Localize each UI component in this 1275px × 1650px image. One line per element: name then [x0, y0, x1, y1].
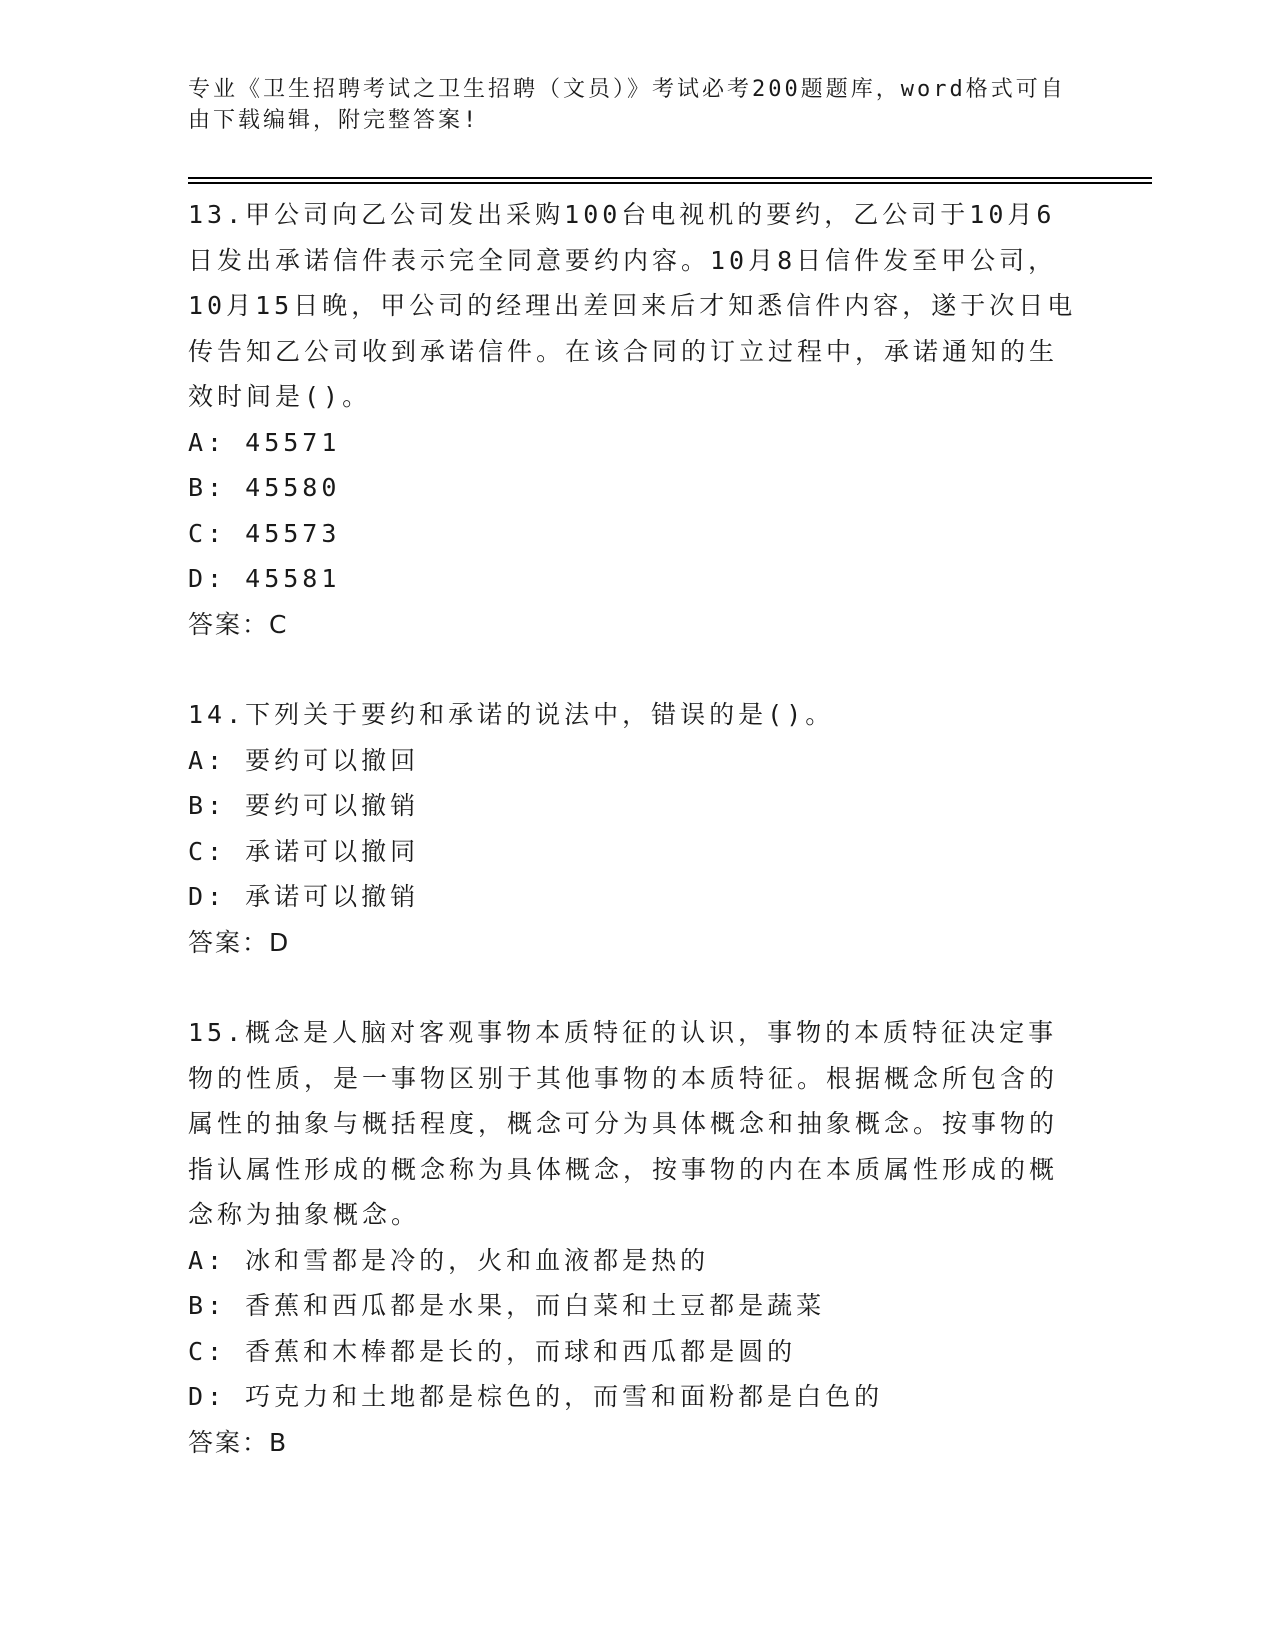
answer-line: 答案：B — [188, 1427, 289, 1457]
option-c: C: 香蕉和木棒都是长的，而球和西瓜都是圆的 — [188, 1336, 797, 1366]
option-b: B: 要约可以撤销 — [188, 791, 420, 820]
option-a: A: 要约可以撤回 — [188, 745, 420, 775]
header-divider-bottom — [188, 182, 1152, 184]
option-a: A: 冰和雪都是冷的，火和血液都是热的 — [188, 1245, 710, 1275]
question-stem: 15.概念是人脑对客观事物本质特征的认识，事物的本质特征决定事物的性质，是一事物区别于其他事物的本质特征。根据概念所包含的属性的抽象与概括程度，概念可分为具体概念和抽象概念。按事物的指认属性形成的概念称为具体概念，按事物的内在本质属性形成的概念称为抽象概念。 — [188, 1018, 1059, 1229]
option-c: C: 45573 — [188, 518, 341, 548]
answer-line: 答案：D — [188, 927, 291, 957]
question-15 — [188, 1010, 1078, 1465]
option-b: B: 香蕉和西瓜都是水果，而白菜和土豆都是蔬菜 — [188, 1291, 826, 1320]
document-header: 专业《卫生招聘考试之卫生招聘（文员）》考试必考200题题库，word格式可自由下载编辑，附完整答案! — [188, 77, 1066, 133]
question-14 — [188, 692, 1078, 965]
header-divider-top — [188, 177, 1152, 179]
option-b: B: 45580 — [188, 473, 341, 502]
answer-line: 答案：C — [188, 609, 289, 639]
question-stem: 14.下列关于要约和承诺的说法中，错误的是()。 — [188, 700, 835, 729]
option-c: C: 承诺可以撤同 — [188, 836, 420, 866]
option-d: D: 承诺可以撤销 — [188, 882, 420, 911]
option-d: D: 巧克力和土地都是棕色的，而雪和面粉都是白色的 — [188, 1382, 884, 1411]
option-a: A: 45571 — [188, 427, 341, 457]
question-13 — [188, 192, 1078, 647]
option-d: D: 45581 — [188, 564, 341, 593]
question-stem: 13.甲公司向乙公司发出采购100台电视机的要约，乙公司于10月6日发出承诺信件表示完全同意要约内容。10月8日信件发至甲公司，10月15日晚，甲公司的经理出差回来后才知悉信件内容，遂于次日电传告知乙公司收到承诺信件。在该合同的订立过程中，承诺通知的生效时间是()。 — [188, 200, 1077, 411]
question-list — [188, 192, 1078, 1510]
